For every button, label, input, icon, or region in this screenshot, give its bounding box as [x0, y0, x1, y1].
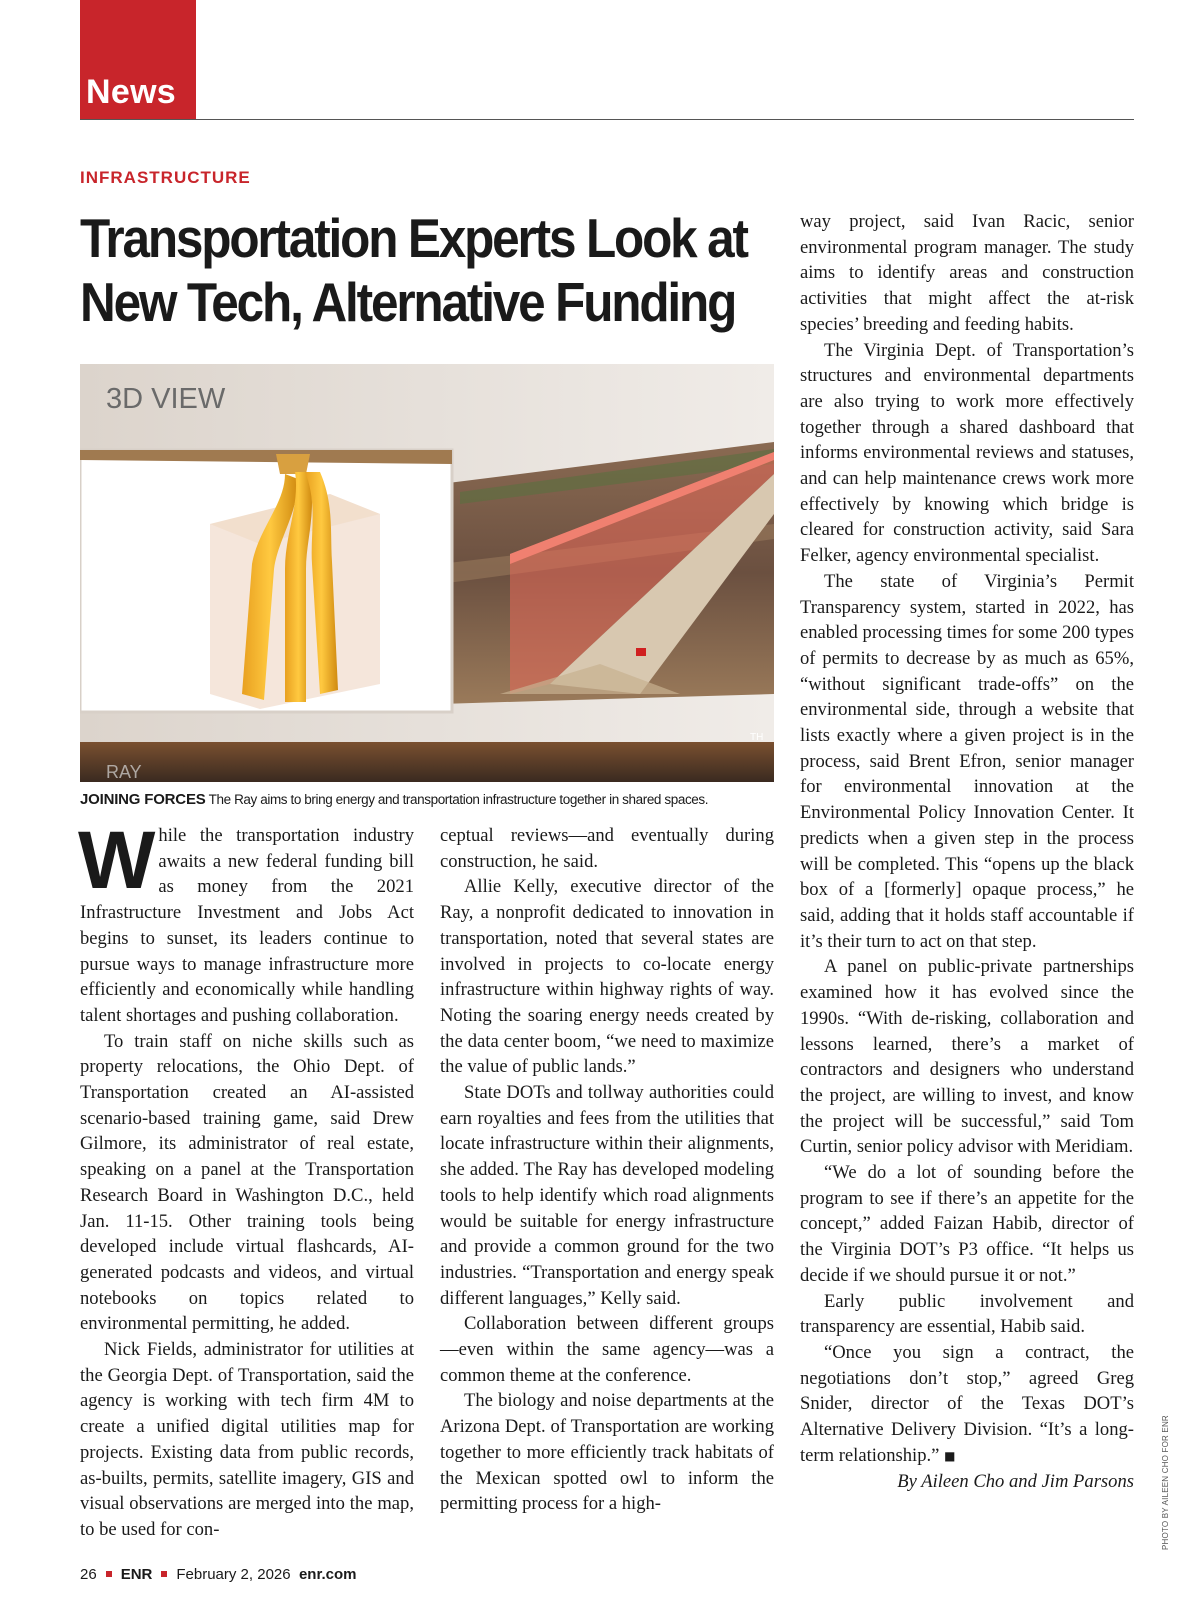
- separator-square-icon: [106, 1571, 112, 1577]
- photo-ray-logo: RAY: [106, 762, 142, 782]
- separator-square-icon: [161, 1571, 167, 1577]
- headline: [80, 206, 747, 334]
- body-paragraph: The state of Virginia’s Permit Transparency system, started in 2022, has enabled processing times for some 200 types of permits to decrease by as much as 65%, “without significant trade-offs” on the environmental side, through a website that lists exactly where a given project is in the process, said Brent Efron, senior manager for environmental innovation at the Environmental Policy Innovation Center. It predicts when a given step in the process will be completed. This “opens up the black box of a [formerly] opaque process,” he said, adding that it holds staff accountable if it’s their turn to act on that step.: [800, 570, 1134, 952]
- page-footer: [80, 1566, 356, 1583]
- body-paragraph: The Virginia Dept. of Transportation’s structures and environmental departments are also trying to work more effectively together through a shared dashboard that informs environmental reviews and statuses, and can help maintenance crews work more effectively by knowing which bridge is cleared for construction activity, said Sara Felker, agency environmental specialist.: [800, 339, 1134, 567]
- body-paragraph: The biology and noise departments at the Arizona Dept. of Transportation are working together to more efficiently track habitats of the Mexican spotted owl to inform the permitting process for a high-: [440, 1390, 774, 1515]
- issue-date: February 2, 2026: [176, 1566, 291, 1583]
- header-rule: [80, 119, 1134, 120]
- photo-illustration: [80, 364, 774, 782]
- body-paragraph: “We do a lot of sounding before the program to see if there’s an appetite for the concept,” added Faizan Habib, director of the Virginia DOT’s P3 office. “It helps us decide if we should pursue it or not.”: [800, 1162, 1134, 1286]
- article-photo: [80, 364, 774, 782]
- body-paragraph: Allie Kelly, executive director of the Ray, a nonprofit dedicated to innovation in transportation, noted that several states are involved in projects to co-locate energy infrastructure within highway rights of way. Noting the soaring energy needs created by the data center boom, “we need to maximize the value of public lands.”: [440, 876, 774, 1078]
- body-paragraph: To train staff on niche skills such as property relocations, the Ohio Dept. of Transportation created an AI-assisted scenario-based training game, said Drew Gilmore, its administrator of real estate, speaking on a panel at the Transportation Research Board in Washington D.C., held Jan. 11-15. Other training tools being developed include virtual flashcards, AI-generated podcasts and videos, and virtual notebooks on topics related to environmental permitting, he added.: [80, 1030, 414, 1335]
- news-section-tab: [80, 0, 196, 120]
- photo-3d-view-label: 3D VIEW: [106, 383, 226, 415]
- publication-name: ENR: [120, 1566, 153, 1583]
- body-paragraph: [800, 1340, 1134, 1470]
- byline: By Aileen Cho and Jim Parsons: [897, 1471, 1134, 1493]
- body-paragraph: A panel on public-private partnerships examined how it has evolved since the 1990s. “With de-risking, collaboration and lessons learned, there’s a market of contractors and designers who understand the project, are willing to invest, and know the project will be successful,” said Tom Curtin, senior policy advisor with Meridiam.: [800, 956, 1134, 1158]
- section-label: INFRASTRUCTURE: [80, 168, 251, 187]
- news-tab-label: News: [86, 73, 177, 111]
- body-paragraph: Collaboration between different groups—even within the same agency—was a common theme at the conference.: [440, 1313, 774, 1386]
- headline-line-2: New Tech, Alternative Funding: [80, 271, 736, 333]
- photo-caption: [80, 791, 780, 808]
- headline-line-1: Transportation Experts Look at: [80, 207, 747, 269]
- end-mark-icon: ■: [944, 1448, 956, 1463]
- dropcap: W: [78, 815, 153, 906]
- body-paragraph: Early public involvement and transparency are essential, Habib said.: [800, 1290, 1134, 1338]
- body-paragraph: way project, said Ivan Racic, senior environmental program manager. The study aims to identify areas and construction activities that might affect the at-risk species’ breeding and feeding habits.: [800, 211, 1134, 335]
- article-column-2: [440, 823, 774, 1517]
- photo-corner-text: TH: [750, 732, 764, 743]
- article-column-3: [800, 209, 1134, 1495]
- body-paragraph: [78, 815, 414, 1029]
- final-paragraph-text: “Once you sign a contract, the negotiations don’t stop,” agreed Greg Snider, director of the Texas DOT’s Alternative Delivery Division. “It’s a long-term relationship.”: [800, 1341, 1134, 1466]
- photo-credit: PHOTO BY AILEEN CHO FOR ENR: [1161, 1415, 1170, 1550]
- body-paragraph: Nick Fields, administrator for utilities at the Georgia Dept. of Transportation, said the agency is working with tech firm 4M to create a unified digital utilities map for projects. Existing data from public records, as-builts, permits, satellite imagery, GIS and visual observations are merged into the map, to be used for con-: [80, 1339, 414, 1540]
- body-paragraph: ceptual reviews—and eventually during construction, he said.: [440, 825, 774, 872]
- body-paragraph: State DOTs and tollway authorities could earn royalties and fees from the utilities that locate infrastructure within their alignments, she added. The Ray has developed modeling tools to help identify which road alignments would be suitable for energy infrastructure and provide a common ground for the two industries. “Transportation and energy speak different languages,” Kelly said.: [440, 1082, 774, 1309]
- caption-text: The Ray aims to bring energy and transportation infrastructure together in shared spaces.: [208, 792, 709, 807]
- article-column-1: [78, 815, 414, 1543]
- caption-head: JOINING FORCES: [80, 791, 206, 808]
- website-link[interactable]: enr.com: [298, 1566, 357, 1583]
- body-paragraph-text: hile the transportation industry awaits a new federal funding bill as money from the 2021 Infrastructure Investment and Jobs Act begins to sunset, its leaders continue to pursue ways to manage infrastructure more efficiently and economically while handling talent shortages and pushing collaboration.: [80, 825, 414, 1026]
- page-number: 26: [80, 1566, 97, 1583]
